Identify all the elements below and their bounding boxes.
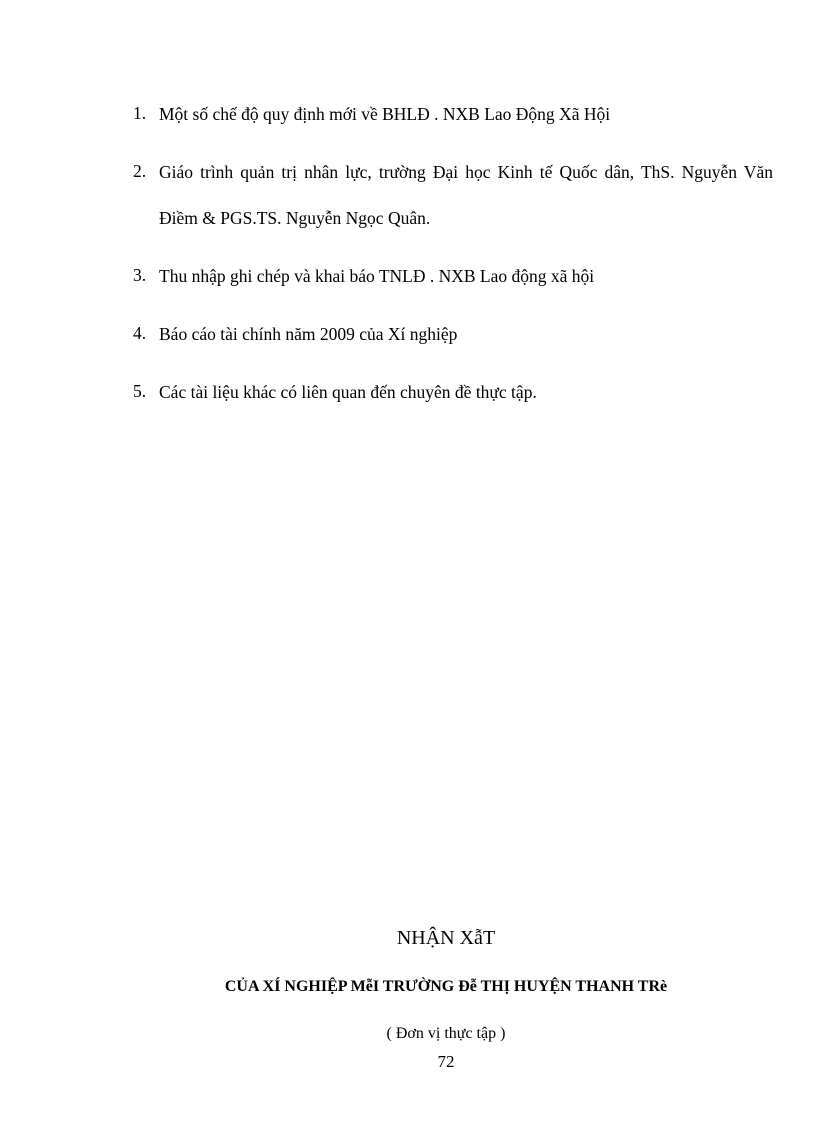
reference-text: Một số chế độ quy định mới về BHLĐ . NXB Lao Động Xã Hội: [159, 104, 611, 124]
reference-text: Giáo trình quản trị nhân lực, trường Đại học Kinh tế Quốc dân, ThS. Nguyễn Văn Điềm & PGS.TS. Nguyễn Ngọc Quân.: [159, 162, 773, 228]
reference-item-2: [133, 160, 773, 241]
reference-number: 2.: [133, 161, 147, 181]
reference-number: 4.: [133, 323, 147, 343]
reference-number: 5.: [133, 381, 147, 401]
reference-text: Báo cáo tài chính năm 2009 của Xí nghiệp: [159, 324, 458, 344]
reference-item-3: [133, 264, 773, 299]
reference-number: 3.: [133, 265, 147, 285]
section-title: NHẬN XẫT: [396, 927, 496, 949]
reference-text: Các tài liệu khác có liên quan đến chuyên đề thực tập.: [159, 382, 537, 402]
page-number: 72: [437, 1052, 455, 1071]
section-subtitle: CỦA XÍ NGHIỆP MễI TRƯỜNG Đễ THỊ HUYỆN THANH TRè: [224, 978, 668, 995]
reference-item-5: [133, 380, 773, 415]
reference-text: Thu nhập ghi chép và khai báo TNLĐ . NXB Lao động xã hội: [159, 266, 595, 286]
reference-number: 1.: [133, 103, 147, 123]
reference-item-1: [133, 102, 773, 137]
section-unit-note: ( Đơn vị thực tập ): [386, 1025, 506, 1042]
reference-list: [133, 102, 773, 438]
reference-item-4: [133, 322, 773, 357]
